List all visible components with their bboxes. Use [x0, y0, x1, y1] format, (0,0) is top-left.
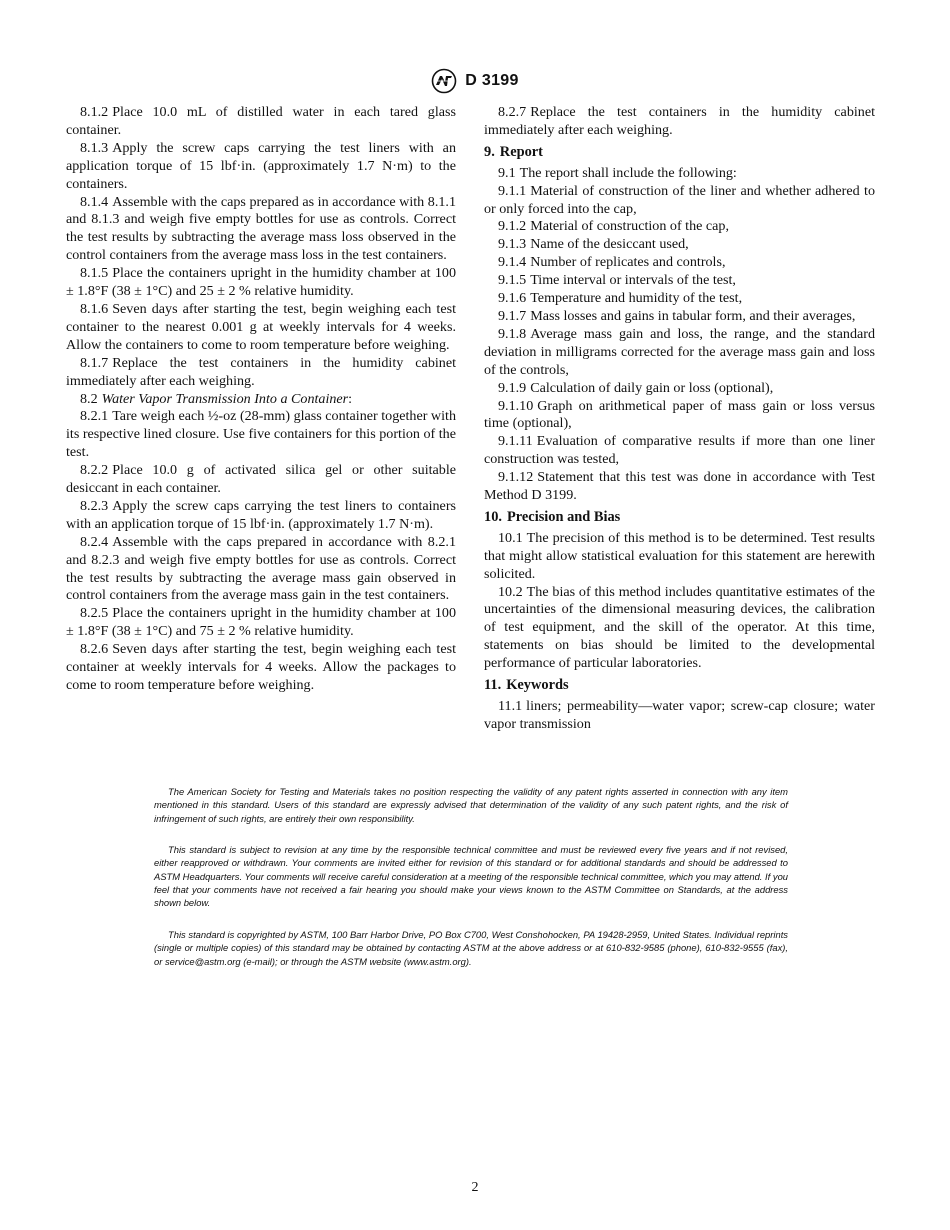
document-designation: D 3199 — [465, 72, 519, 89]
section-8-2-6: 8.2.6 Seven days after starting the test, begin weighing each test container at weekly intervals for 4 weeks. Allow the packages to come to room temperature before weighing. — [66, 641, 456, 693]
heading-keywords: 11. Keywords — [484, 677, 569, 694]
section-8-1-3: 8.1.3 Apply the screw caps carrying the test liners with an application torque of 15 lbf·in. (approximately 1.7 N·m) to the containers. — [66, 139, 456, 192]
section-8-2-4: 8.2.4 Assemble with the caps prepared in accordance with 8.2.1 and 8.2.3 and weigh five empty bottles for use as controls. Correct the test results by subtracting the average mass gain observed in control containers from the average mass gain in the test containers. — [66, 533, 456, 604]
section-9-1-4: 9.1.4 Number of replicates and controls, — [498, 254, 726, 271]
half-fraction: ½ — [207, 408, 219, 425]
section-9-1-7: 9.1.7 Mass losses and gains in tabular form, and their averages, — [498, 307, 856, 324]
section-9-1-2: 9.1.2 Material of construction of the cap, — [498, 218, 729, 235]
section-11-1: 11.1 liners; permeability—water vapor; screw-cap closure; water vapor transmission — [484, 698, 875, 732]
section-9-1-5: 9.1.5 Time interval or intervals of the test, — [498, 272, 736, 289]
section-8-2-5: 8.2.5 Place the containers upright in the humidity chamber at 100 ± 1.8°F (38 ± 1°C) and 75 ± 2 % relative humidity. — [66, 605, 456, 640]
section-8-1-4: 8.1.4 Assemble with the caps prepared as in accordance with 8.1.1 and 8.1.3 and weigh five empty bottles for use as controls. Correct the test results by subtracting the average mass loss observed in the control containers from the average mass loss in the test containers. — [66, 193, 456, 264]
section-9-1-10: 9.1.10 Graph on arithmetical paper of mass gain or loss versus time (optional), — [484, 397, 875, 432]
patent-notice: The American Society for Testing and Materials takes no position respecting the validity of any patent rights asserted in connection with any item mentioned in this standard. Users of this standard are expressly advised that determination of the validity of any such patent rights, and the risk of infringement of such rights, are entirely their own responsibility. — [154, 786, 788, 824]
astm-logo-icon — [431, 68, 457, 94]
page-header — [0, 66, 950, 96]
right-column — [484, 104, 875, 734]
section-9-1-12: 9.1.12 Statement that this test was done in accordance with Test Method D 3199. — [484, 469, 875, 504]
section-8-2-3: 8.2.3 Apply the screw caps carrying the test liners to containers with an application torque of 15 lbf·in. (approximately 1.7 N·m). — [66, 497, 456, 532]
section-8-1-2: 8.1.2 Place 10.0 mL of distilled water in each tared glass container. — [66, 104, 456, 138]
left-column — [66, 104, 456, 695]
section-9-1-8: 9.1.8 Average mass gain and loss, the range, and the standard deviation in milligrams corrected for the average mass gain and loss of the controls, — [484, 325, 875, 378]
section-8-2-1: 8.2.1 Tare weigh each ½-oz (28-mm) glass container together with its respective lined closure. Use five containers for this portion of the test. — [66, 408, 456, 461]
section-8-1-7: 8.1.7 Replace the test containers in the humidity cabinet immediately after each weighing. — [66, 354, 456, 389]
section-9-1: 9.1 The report shall include the following: — [498, 164, 737, 181]
heading-report: 9. Report — [484, 143, 543, 160]
heading-precision-and-bias: 10. Precision and Bias — [484, 508, 621, 525]
revision-notice: This standard is subject to revision at any time by the responsible technical committee and must be reviewed every five years and if not revised, either reapproved or withdrawn. Your comments are invited either for revision of this standard or for additional standards and should be addressed to ASTM Headquarters. Your comments will receive careful consideration at a meeting of the responsible technical committee, which you may attend. If you feel that your comments have not received a fair hearing you should make your views known to the ASTM Committee on Standards, at the address shown below. — [154, 844, 788, 909]
section-8-2: 8.2 Water Vapor Transmission Into a Container: — [80, 390, 353, 407]
section-8-1-6: 8.1.6 Seven days after starting the test, begin weighing each test container to the nearest 0.001 g at weekly intervals for 4 weeks. Allow the containers to come to room temperature before weighing. — [66, 300, 456, 353]
section-9-1-6: 9.1.6 Temperature and humidity of the test, — [498, 290, 743, 307]
section-8-2-7: 8.2.7 Replace the test containers in the humidity cabinet immediately after each weighing. — [484, 104, 875, 138]
section-8-2-2: 8.2.2 Place 10.0 g of activated silica gel or other suitable desiccant in each container. — [66, 462, 456, 497]
section-10-2: 10.2 The bias of this method includes quantitative estimates of the uncertainties of the dimensional measuring devices, the calibration of test equipment, and the skill of the operator. At this time, statements on bias should be limited to the developmental performance of particular laboratories. — [484, 583, 875, 672]
section-9-1-3: 9.1.3 Name of the desiccant used, — [498, 236, 689, 253]
section-8-1-5: 8.1.5 Place the containers upright in the humidity chamber at 100 ± 1.8°F (38 ± 1°C) and 25 ± 2 % relative humidity. — [66, 265, 456, 300]
page-number: 2 — [471, 1180, 479, 1195]
section-10-1: 10.1 The precision of this method is to be determined. Test results that might allow statistical evaluation for this statement are herewith solicited. — [484, 529, 875, 582]
section-9-1-1: 9.1.1 Material of construction of the liner and whether adhered to or only forced into the cap, — [484, 182, 875, 217]
section-9-1-9: 9.1.9 Calculation of daily gain or loss (optional), — [498, 379, 774, 396]
copyright-notice: This standard is copyrighted by ASTM, 100 Barr Harbor Drive, PO Box C700, West Conshohocken, PA 19428-2959, United States. Individual reprints (single or multiple copies) of this standard may be obtained by contacting ASTM at the above address or at 610-832-9585 (phone), 610-832-9555 (fax), or service@astm.org (e-mail); or through the ASTM website (www.astm.org). — [154, 929, 788, 967]
section-9-1-11: 9.1.11 Evaluation of comparative results if more than one liner construction was tested, — [484, 433, 875, 468]
